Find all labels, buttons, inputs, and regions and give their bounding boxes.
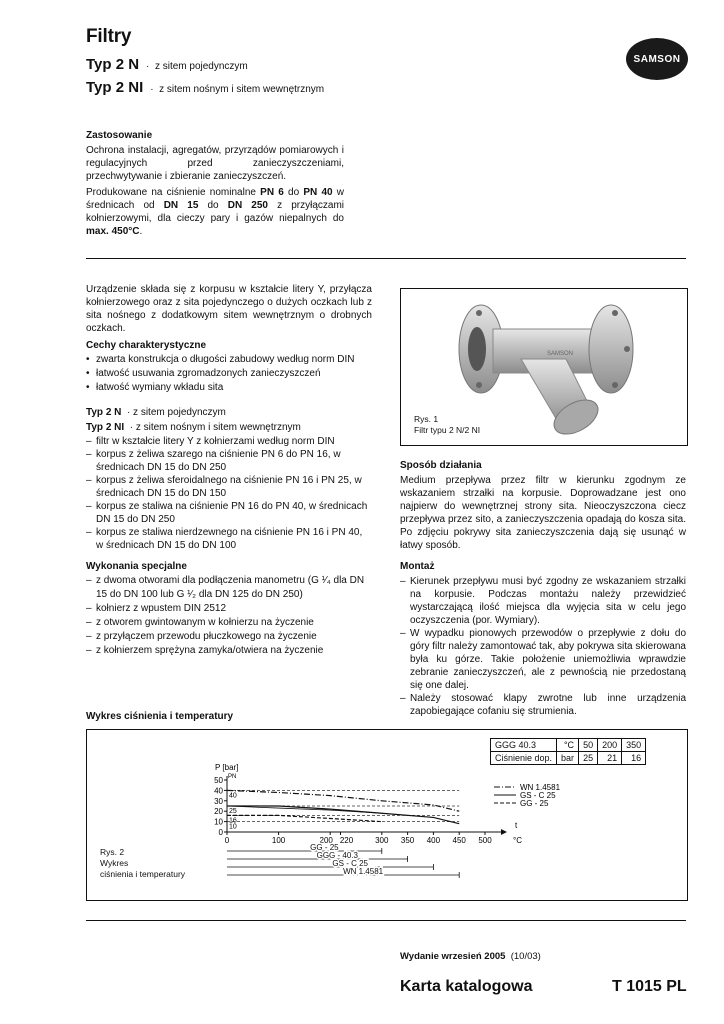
range-text-5: z przyłączami kołnierzowymi, dla cieczy pary i gazów niepalnych do (86, 200, 344, 224)
x-tick-label: 400 (426, 836, 441, 845)
range-bar-label: WN 1.4581 (343, 867, 384, 876)
x-tick-label: 200 (319, 836, 333, 845)
series-line-ggg-40-3 (227, 806, 408, 815)
x-tick-label: 0 (224, 836, 230, 845)
x-unit: °C (513, 836, 522, 845)
variant-item: – korpus ze staliwa na ciśnienie PN 16 do PN 40, w średnicach DN 15 do DN 250 (86, 500, 372, 526)
type-2ni-label-desc: · z sitem nośnym i sitem wewnętrznym (129, 422, 301, 433)
range-pn-max: PN 40 (303, 187, 333, 198)
table-cell: 25 (579, 752, 598, 765)
series-line-wn-1-4581 (227, 790, 459, 811)
type-2ni-name: Typ 2 NI (86, 79, 144, 96)
type-2ni-sep: · (150, 84, 154, 95)
features-list (86, 353, 372, 395)
special-item: – z kołnierzem sprężyna zamyka/otwiera na życzenie (86, 644, 372, 658)
x-tick-label: 100 (271, 836, 286, 845)
range-dn-min: DN 15 (163, 200, 199, 211)
figure2-label: Rys. 2 (100, 847, 125, 857)
pn-label: 10 (229, 823, 237, 831)
special-item: – z dwoma otworami dla podłączenia manometru (G ¹⁄₄ dla DN 15 do DN 100 lub G ¹⁄₂ dla DN 125 do DN 250) (86, 574, 372, 602)
samson-logo: SAMSON (626, 38, 688, 80)
figure1-text: Filtr typu 2 N/2 NI (414, 425, 481, 435)
table-cell: GGG 40.3 (491, 739, 557, 752)
table-cell: 50 (579, 739, 598, 752)
special-item: – z przyłączem przewodu płuczkowego na życzenie (86, 630, 372, 644)
special-title: Wykonania specjalne (86, 561, 187, 572)
sheet-code: T 1015 PL (612, 978, 687, 995)
x-tick-label: 300 (375, 836, 389, 845)
y-axis-label: P [bar] (215, 763, 239, 772)
figure1-label: Rys. 1 (414, 414, 439, 424)
installation-item: – W wypadku pionowych przewodów o przepływie z dołu do góry filtr należy zamontować tak, aby pokrywa sita skierowana była ku górze. Takie położenie uniemożliwia wprawdzie zebranie zanieczyszczeń, ale z pewnością nie przedostaną się one dalej. (400, 627, 686, 692)
edition-date: Wydanie wrzesień 2005 (400, 951, 506, 962)
y-tick-label: 30 (214, 796, 223, 806)
features-title: Cechy charakterystyczne (86, 340, 207, 351)
type-2n-heading (86, 56, 248, 73)
figure2-line: ciśnienia i temperatury (100, 869, 186, 879)
range-bar-label: GGG - 40.3 (316, 851, 358, 860)
y-axis-sublabel: PN (228, 774, 237, 780)
legend-label: GG - 25 (520, 799, 549, 808)
pn-label: 25 (229, 808, 237, 815)
edition-info (400, 951, 541, 962)
application-section (86, 130, 344, 238)
type-2n-label: Typ 2 N (86, 407, 122, 418)
feature-item: • łatwość usuwania zgromadzonych zanieczyszczeń (86, 367, 372, 381)
variant-item: – korpus z żeliwa szarego na ciśnienie PN 6 do PN 16, w średnicach DN 15 do DN 250 (86, 448, 372, 474)
x-axis-label: t (515, 821, 518, 830)
installation-item: – Kierunek przepływu musi być zgodny ze wskazaniem strzałki na korpusie. Podczas montażu należy przewidzieć wystarczającą ilość miejsca dla wyjęcia sita w celu jego oczyszczenia (por. Wymiary). (400, 575, 686, 627)
y-tick-label: 40 (214, 786, 223, 796)
types-block (86, 405, 372, 435)
type-2n-label-desc: · z sitem pojedynczym (126, 407, 226, 418)
range-pn-min: PN 6 (260, 187, 284, 198)
feature-item: • łatwość wymiany wkładu sita (86, 381, 372, 395)
range-text-2: do (283, 187, 304, 198)
special-item: – kołnierz z wpustem DIN 2512 (86, 602, 372, 616)
figure2-caption (100, 847, 185, 880)
pn-label: 16 (229, 817, 237, 825)
application-title: Zastosowanie (86, 130, 153, 141)
installation-list (400, 575, 686, 718)
legend-label: GS - C 25 (520, 791, 556, 800)
range-bar-label: GG - 25 (310, 843, 339, 852)
series-line-gs-c-25 (227, 806, 459, 824)
figure2-line: Wykres (100, 858, 129, 868)
variant-item: – filtr w kształcie litery Y z kołnierzami według norm DIN (86, 435, 372, 448)
application-range (86, 186, 344, 238)
intro-text: Urządzenie składa się z korpusu w kształcie litery Y, przyłącza kołnierzowego oraz z sita pojedynczego o dużych oczkach lub z sita nośnego z dodatkowym sitem wewnętrznym o drobnych oczkach. (86, 284, 372, 334)
variants-list (86, 435, 372, 552)
legend-label: WN 1.4581 (520, 783, 561, 792)
operation-text: Medium przepływa przez filtr w kierunku zgodnym ze wskazaniem strzałki na korpusie. Doprowadzane jest ono najpierw do wewnętrznej strony sita. Nieoczyszczona ciecz przepływa przez sito, a zanieczyszczenia opadają do kosza sita. Po zdjęciu pokrywy sita zanieczyszczenia dają się usunąć w łatwy sposób. (400, 475, 686, 551)
table-cell: 350 (622, 739, 646, 752)
right-column (400, 460, 686, 718)
type-2ni-desc: z sitem nośnym i sitem wewnętrznym (159, 84, 325, 95)
type-2n-name: Typ 2 N (86, 56, 140, 73)
type-2n-sep: · (146, 61, 150, 72)
divider-top (86, 258, 686, 259)
figure1-caption (414, 414, 480, 436)
left-column (86, 283, 372, 658)
special-list (86, 574, 372, 658)
range-bar-label: GS - C 25 (332, 859, 368, 868)
special-item: – z otworem gwintowanym w kołnierzu na życzenie (86, 616, 372, 630)
type-2n-desc: z sitem pojedynczym (154, 61, 248, 72)
variant-item: – korpus ze staliwa nierdzewnego na ciśnienie PN 16 i PN 40, w średnicach DN 15 do DN 100 (86, 526, 372, 552)
y-tick-label: 50 (214, 776, 223, 785)
x-tick-label: 500 (478, 836, 492, 845)
edition-code: (10/03) (510, 951, 541, 962)
x-tick-label: 220 (339, 836, 354, 845)
application-text: Ochrona instalacji, agregatów, przyrządów pomiarowych i regulacyjnych przed zanieczyszczeniami, przechwytywanie i zbieranie zanieczyszczeń. (86, 145, 344, 182)
operation-title: Sposób działania (400, 460, 482, 471)
y-tick-label: 20 (214, 807, 223, 817)
table-cell: bar (557, 752, 579, 765)
installation-title: Montaż (400, 561, 435, 572)
y-tick-label: 10 (214, 817, 223, 827)
table-cell: 21 (598, 752, 622, 765)
table-cell: 200 (598, 739, 622, 752)
x-axis-arrow (501, 829, 507, 835)
table-cell: °C (557, 739, 579, 752)
divider-bottom (86, 920, 686, 921)
range-text-3: w średnicach od (86, 187, 345, 211)
type-2ni-label: Typ 2 NI (86, 422, 125, 433)
y-tick-label: 0 (218, 828, 223, 837)
range-temp-max: max. 450°C (86, 226, 140, 237)
range-text-4: do (198, 200, 228, 211)
table-cell: 16 (622, 752, 646, 765)
page-title: Filtry (86, 26, 132, 47)
range-text-6: . (139, 226, 143, 237)
pn-label: 40 (229, 792, 237, 800)
range-text-1: Produkowane na ciśnienie nominalne (86, 187, 261, 198)
type-2ni-heading (86, 79, 324, 96)
x-tick-label: 350 (400, 836, 415, 845)
range-dn-max: DN 250 (227, 200, 268, 211)
installation-item: – Należy stosować klapy zwrotne lub inne urządzenia zapobiegające cofaniu się strumienia. (400, 692, 686, 718)
table-cell: Ciśnienie dop. (491, 752, 557, 765)
variant-item: – korpus z żeliwa sferoidalnego na ciśnienie PN 16 i PN 25, w średnicach DN 15 do DN 150 (86, 474, 372, 500)
feature-item: • zwarta konstrukcja o długości zabudowy według norm DIN (86, 353, 372, 367)
series-line-gg-25 (227, 815, 382, 821)
x-tick-label: 450 (452, 836, 466, 845)
chart-section-title: Wykres ciśnienia i temperatury (86, 711, 234, 722)
sheet-type: Karta katalogowa (400, 978, 533, 995)
filter-body-text: SAMSON (547, 351, 574, 357)
